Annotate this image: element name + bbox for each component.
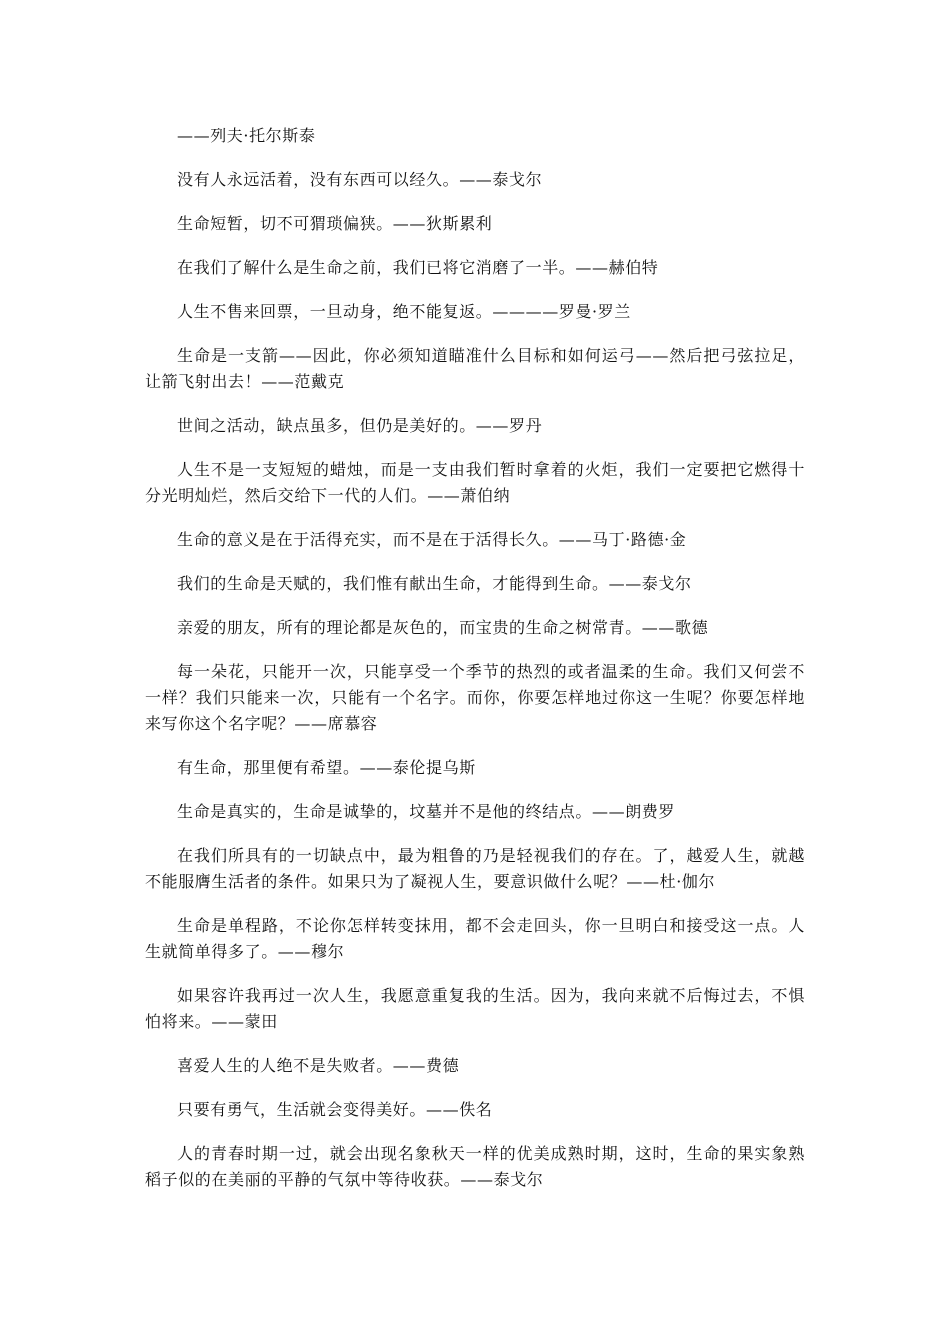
paragraph: 在我们所具有的一切缺点中，最为粗鲁的乃是轻视我们的存在。了，越爱人生，就越不能服膺生活者的条件。如果只为了凝视人生，要意识做什么呢？——杜·伽尔 (145, 846, 805, 891)
paragraph: 每一朵花，只能开一次，只能享受一个季节的热烈的或者温柔的生命。我们又何尝不一样？我们只能来一次，只能有一个名字。而你，你要怎样地过你这一生呢？你要怎样地来写你这个名字呢？——席慕容 (145, 662, 805, 733)
paragraph: 世间之活动，缺点虽多，但仍是美好的。——罗丹 (177, 416, 543, 435)
paragraph: 只要有勇气，生活就会变得美好。——佚名 (177, 1100, 493, 1119)
paragraph: 人的青春时期一过，就会出现名象秋天一样的优美成熟时期，这时，生命的果实象熟稻子似的在美丽的平静的气氛中等待收获。——泰戈尔 (145, 1144, 805, 1189)
paragraph: 人生不是一支短短的蜡烛，而是一支由我们暂时拿着的火炬，我们一定要把它燃得十分光明灿烂，然后交给下一代的人们。——萧伯纳 (145, 460, 805, 505)
paragraph: ——列夫·托尔斯泰 (177, 126, 316, 145)
paragraph: 生命的意义是在于活得充实，而不是在于活得长久。——马丁·路德·金 (177, 530, 687, 549)
paragraph: 有生命，那里便有希望。——泰伦提乌斯 (177, 758, 476, 777)
paragraph: 生命是一支箭——因此，你必须知道瞄准什么目标和如何运弓——然后把弓弦拉足，让箭飞射出去！——范戴克 (145, 346, 805, 391)
paragraph: 没有人永远活着，没有东西可以经久。——泰戈尔 (177, 170, 543, 189)
paragraph: 生命短暂，切不可猬琐偏狭。——狄斯累利 (177, 214, 493, 233)
paragraph: 我们的生命是天赋的，我们惟有献出生命，才能得到生命。——泰戈尔 (177, 574, 692, 593)
paragraph: 亲爱的朋友，所有的理论都是灰色的，而宝贵的生命之树常青。——歌德 (177, 618, 709, 637)
paragraph: 如果容许我再过一次人生，我愿意重复我的生活。因为，我向来就不后悔过去，不惧怕将来。——蒙田 (145, 986, 805, 1031)
paragraph: 生命是单程路，不论你怎样转变抹用，都不会走回头，你一旦明白和接受这一点。人生就简单得多了。——穆尔 (145, 916, 805, 961)
paragraph: 在我们了解什么是生命之前，我们已将它消磨了一半。——赫伯特 (177, 258, 659, 277)
paragraph: 喜爱人生的人绝不是失败者。——费德 (177, 1056, 460, 1075)
paragraph: 生命是真实的，生命是诚挚的，坟墓并不是他的终结点。——朗费罗 (177, 802, 676, 821)
paragraph: 人生不售来回票，一旦动身，绝不能复返。————罗曼·罗兰 (177, 302, 631, 321)
